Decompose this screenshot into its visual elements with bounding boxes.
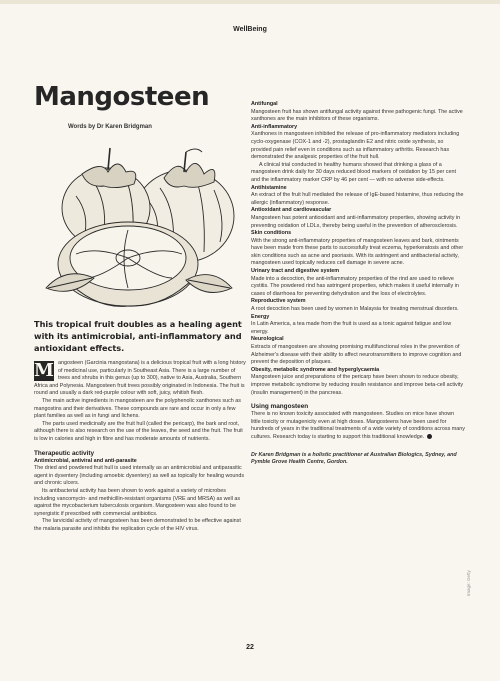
subheading: Obesity, metabolic syndrome and hyperglycaemia	[251, 366, 380, 373]
subheading: Antimicrobial, antiviral and anti-parasite	[34, 457, 137, 464]
section-label: WellBeing	[233, 26, 267, 33]
right-column	[251, 101, 465, 467]
body-paragraph: Xanthones in mangosteen inhibited the release of pro-inflammatory mediators including cyclo-oxygenase (COX-1 and -2), prostaglandin E2 and nitric oxide synthesis, so provided pain relief even in conditions such as inflammatory arthritis. Research has demonstrated the analgesic properties of the fruit hull.	[251, 131, 460, 161]
mangosteen-illustration	[36, 138, 242, 314]
byline: Words by Dr Karen Bridgman	[68, 124, 152, 130]
body-paragraph: The parts used medicinally are the fruit hull (called the pericarp), the bark and root, although there is also research on the use of the leaves, the seed and the fruit. The fruit is low in calories and high in fibre and has moderate amounts of nutrients.	[34, 420, 243, 442]
body-paragraph: With the strong anti-inflammatory properties of mangosteen leaves and bark, ointments have been made from these parts to successfully treat eczema, hyperkeratosis and other skin conditions such as acne and psoriasis. With its astringent and antibacterial activity, mangosteen used topically reduces cell damage in severe acne.	[251, 237, 464, 267]
body-paragraph: In Latin America, a tea made from the fruit is used as a tonic against fatigue and low energy.	[251, 321, 452, 335]
body-paragraph: A clinical trial conducted in healthy humans showed that drinking a glass of a mangosteen drink daily for 30 days reduced blood markers of oxidation by 15 per cent and the inflammatory marker CRP by 46 per cent — with no adverse side-effects.	[251, 161, 456, 183]
subheading: Skin conditions	[251, 230, 292, 237]
author-bio: Dr Karen Bridgman is a holistic practitioner at Australian Biologics, Sydney, and Pymble Grove Health Centre, Gordon.	[251, 451, 457, 466]
subheading: Using mangosteen	[251, 403, 309, 411]
body-paragraph: Extracts of mangosteen are showing promising multifunctional roles in the prevention of Alzheimer's disease with their ability to affect neurotransmitters to improve cognition and prevent the deposition of plaques.	[251, 344, 462, 366]
body-paragraph: A root decoction has been used by women in Malaysia for treating menstrual disorders.	[251, 306, 459, 313]
body-paragraph: The larvicidal activity of mangosteen has been demonstrated to be effective against the malaria parasite and inhibits the replication cycle of the HIV virus.	[34, 518, 241, 532]
subheading: Reproductive system	[251, 298, 306, 305]
body-paragraph: The dried and powdered fruit hull is used internally as an antimicrobial and antiparasitic agent in dysentery (including amoebic dysentery) as well as topically for healing wounds and chronic ulcers.	[34, 465, 245, 487]
body-paragraph: Mangosteen has potent antioxidant and anti-inflammatory properties, showing activity in preventing oxidation of LDLs, thereby being useful in the prevention of atherosclerosis.	[251, 214, 461, 229]
body-paragraph: Made into a decoction, the anti-inflammatory properties of the rind are used to relieve cystitis. The powdered rind has astringent properties, which makes it useful internally in cases of diarrhoea for preventing dehydration and the loss of electrolytes.	[251, 275, 459, 297]
body-paragraph: Mangosteen fruit has shown antifungal activity against three pathogenic fungi. The active xanthones are the main inhibitors of these organisms.	[251, 108, 463, 123]
drop-cap: M	[34, 360, 54, 381]
subheading: Therapeutic activity	[34, 449, 95, 457]
subheading: Neurological	[251, 336, 284, 343]
subheading: Urinary tract and digestive system	[251, 268, 340, 275]
left-column	[34, 360, 246, 533]
subheading: Energy	[251, 313, 270, 320]
body-paragraph: There is no known toxicity associated with mangosteen. Studies on mice have shown little toxicity or mutagenicity even at high doses. Mangosteens have been used for hundreds of years in the traditional treatments of a wide variety of conditions across many cultures. Research today is starting to support this traditional knowledge.	[251, 411, 465, 440]
subheading: Anti-inflammatory	[251, 123, 298, 130]
body-paragraph: The main active ingredients in mangosteen are the polyphenolic xanthones such as mangostins and their derivatives. These compounds are rare and occur in only a few plant families as well as in fungi and lichens.	[34, 397, 241, 420]
subheading: Antioxidant and cardiovascular	[251, 207, 332, 214]
end-mark-icon	[427, 434, 432, 439]
body-paragraph: An extract of the fruit hull mediated the release of IgE-based histamine, thus reducing the allergic (inflammatory) response.	[251, 192, 464, 206]
image-credit: Image: Getty	[466, 570, 471, 596]
standfirst: This tropical fruit doubles as a healing agent with its antimicrobial, anti-inflammatory and antioxidant effects.	[34, 319, 242, 353]
top-rule	[0, 0, 500, 4]
subheading: Antifungal	[251, 101, 278, 107]
article-title: Mangosteen	[34, 82, 210, 112]
subheading: Antihistamine	[251, 184, 287, 191]
page-number: 22	[246, 644, 254, 651]
body-paragraph: Its antibacterial activity has been shown to work against a variety of microbes including vancomycin- and methicillin-resistant organisms (VRE and MRSA) as well as against the mycobacterium tuberculosis organism. Mangosteen was also found to be synergistic if prescribed with commercial antibiotics.	[34, 487, 241, 517]
body-paragraph: Mangosteen juice and preparations of the pericarp have been shown to reduce obesity, improve metabolic syndrome by reducing insulin resistance and improve beta-cell activity (insulin management) in the pancreas.	[251, 374, 464, 396]
intro-paragraph: M angosteen (Garcinia mangostana) is a delicious tropical fruit with a long history of medicinal use, particularly in Southeast Asia. There is a large number of trees and shrubs in this genus (up to 300), native to Asia, Australia, Southern Africa and Polynesia. Mangosteen fruit trees possibly originated in Indonesia. The fruit is round and usually a dark red-purple colour with soft, juicy, whitish flesh.	[34, 360, 246, 397]
